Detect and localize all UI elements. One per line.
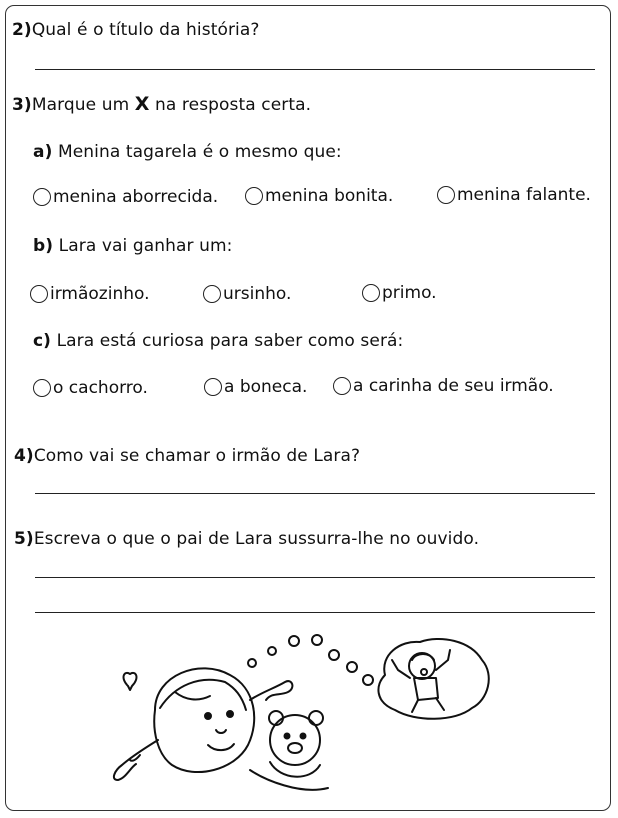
x-mark: X <box>134 93 150 115</box>
thought-bubble-icon <box>248 659 256 667</box>
item-3b <box>33 236 233 256</box>
heart-icon <box>124 673 137 690</box>
answer-circle[interactable] <box>33 188 51 206</box>
question-number: 3) <box>12 95 32 115</box>
answer-circle[interactable] <box>245 187 263 205</box>
question-number: 2) <box>12 20 32 40</box>
option-menina-bonita[interactable] <box>245 186 393 206</box>
question-number: 5) <box>14 529 34 549</box>
option-label: ursinho. <box>223 284 292 304</box>
option-menina-aborrecida[interactable] <box>33 187 218 207</box>
option-ursinho[interactable] <box>203 284 291 304</box>
girl-with-teddy-illustration-icon <box>100 630 500 800</box>
answer-circle[interactable] <box>30 285 48 303</box>
option-menina-falante[interactable] <box>437 185 591 205</box>
item-letter: b) <box>33 236 54 256</box>
question-text: Qual é o título da história? <box>31 20 260 40</box>
answer-circle[interactable] <box>333 377 351 395</box>
question-text-before: Marque um <box>31 95 135 115</box>
option-label: primo. <box>382 283 437 303</box>
item-letter: a) <box>33 142 53 162</box>
answer-line-q5-1[interactable] <box>35 577 595 578</box>
answer-line-q2[interactable] <box>35 69 595 70</box>
question-text: Escreva o que o pai de Lara sussurra-lhe no ouvido. <box>33 529 480 549</box>
question-number: 4) <box>14 446 34 466</box>
question-text-after: na resposta certa. <box>149 95 312 115</box>
option-label: menina bonita. <box>265 186 394 206</box>
teddy-bear-icon <box>270 715 320 765</box>
option-label: o cachorro. <box>53 378 148 398</box>
option-a-boneca[interactable] <box>204 377 307 397</box>
item-text: Lara está curiosa para saber como será: <box>56 331 404 351</box>
option-primo[interactable] <box>362 283 437 303</box>
answer-circle[interactable] <box>437 186 455 204</box>
answer-circle[interactable] <box>204 378 222 396</box>
answer-line-q5-2[interactable] <box>35 612 595 613</box>
question-4 <box>14 446 360 466</box>
option-irmaozinho[interactable] <box>30 284 150 304</box>
question-text: Como vai se chamar o irmão de Lara? <box>33 446 361 466</box>
option-a-carinha[interactable] <box>333 376 554 396</box>
item-text: Lara vai ganhar um: <box>58 236 233 256</box>
option-label: menina falante. <box>457 185 591 205</box>
option-o-cachorro[interactable] <box>33 378 148 398</box>
item-letter: c) <box>33 331 52 351</box>
option-label: irmãozinho. <box>50 284 150 304</box>
question-5 <box>14 529 479 549</box>
answer-circle[interactable] <box>362 284 380 302</box>
question-2 <box>12 20 260 40</box>
answer-line-q4[interactable] <box>35 493 595 494</box>
answer-circle[interactable] <box>203 285 221 303</box>
item-3c <box>33 331 403 351</box>
item-3a <box>33 142 342 162</box>
option-label: menina aborrecida. <box>53 187 219 207</box>
item-text: Menina tagarela é o mesmo que: <box>57 142 342 162</box>
option-label: a boneca. <box>224 377 308 397</box>
answer-circle[interactable] <box>33 379 51 397</box>
option-label: a carinha de seu irmão. <box>353 376 554 396</box>
question-3 <box>12 93 311 115</box>
